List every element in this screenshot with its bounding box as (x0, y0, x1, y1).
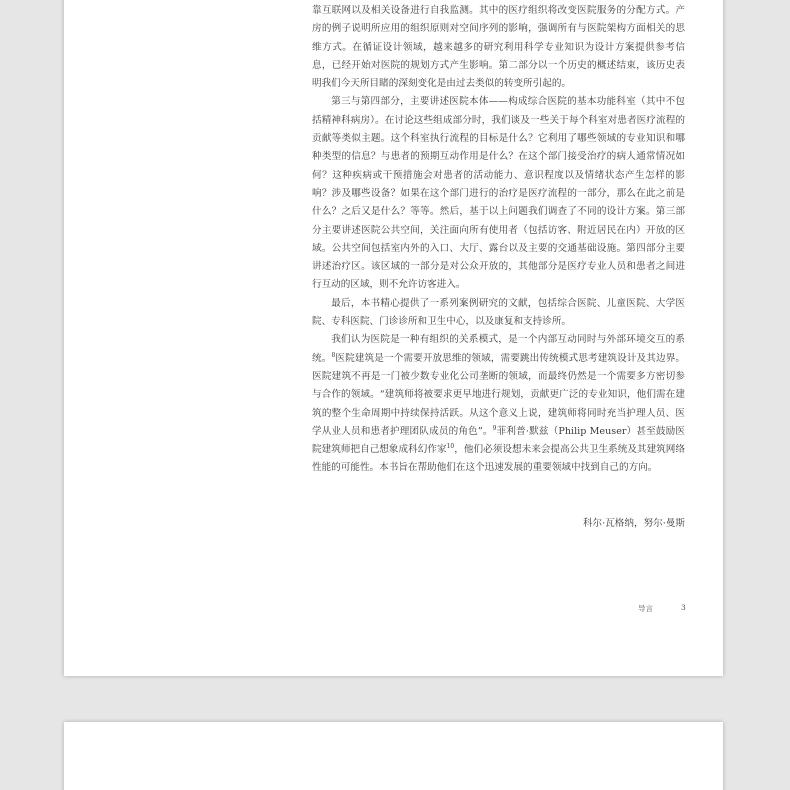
paragraph-text: 我们认为医院是一种有组织的关系模式，是一个内部互动同时与外部环境交互的系统。 (312, 334, 685, 364)
paragraph (312, 331, 685, 477)
body-text (312, 2, 685, 478)
document-page (64, 0, 723, 676)
footnote-marker: 10 (446, 442, 455, 450)
footnote-marker: 8 (331, 351, 336, 359)
paragraph-text: 医院建筑是一个需要开放思维的领域，需要跳出传统模式思考建筑设计及其边界。医院建筑不再是一门被少数专业化公司垄断的领域，而最终仍然是一个需要多方密切参与合作的领域。“建筑师将被要求更早地进行规划，贡献更广泛的专业知识，他们需在建筑的整个生命周期中持续保持活跃。从这个意义上说，建筑师将同时充当护理人员、医学从业人员和患者护理团队成员的角色”。 (312, 352, 686, 437)
paragraph: 最后，本书精心提供了一系列案例研究的文献，包括综合医院、儿童医院、大学医院、专科医院、门诊诊所和卫生中心，以及康复和支持诊所。 (312, 297, 685, 328)
paragraph-text: 菲利普·默兹（Philip Meuser）甚至鼓励医院建筑师把自己想象成科幻作家 (312, 425, 685, 456)
footnote-marker: 9 (492, 424, 497, 432)
paragraph-text: ，他们必须设想未来会提高公共卫生系统及其建筑网络性能的可能性。本书旨在帮助他们在这个迅速发展的重要领域中找到自己的方向。 (312, 444, 686, 474)
next-document-page (64, 722, 723, 790)
paragraph: 靠互联网以及相关设备进行自我监测。其中的医疗组织将改变医院服务的分配方式。产房的例子说明所应用的组织原则对空间序列的影响，强调所有与医院架构方面相关的思维方式。在循证设计领域，越来越多的研究利用科学专业知识为设计方案提供参考信息，已经开始对医院的规划方式产生影响。第二部分以一个历史的概述结束，该历史表明我们今天所目睹的深刻变化是由过去类似的转变所引起的。 (312, 5, 685, 90)
author-signature: 科尔·瓦格纳，努尔·曼斯 (582, 518, 685, 529)
footer-page-number: 3 (681, 603, 686, 612)
paragraph: 第三与第四部分，主要讲述医院本体——构成综合医院的基本功能科室（其中不包括精神科病房）。在讨论这些组成部分时，我们谈及一些关于每个科室对患者医疗流程的贡献等类似主题。这个科室执行流程的目标是什么？它利用了哪些领域的专业知识和哪种类型的信息？与患者的预期互动作用是什么？在这个部门接受治疗的病人通常情况如何？这种疾病或干预措施会对患者的活动能力、意识程度以及情绪状态产生怎样的影响？涉及哪些设备？如果在这个部门进行的治疗是医疗流程的一部分，那么在此之前是什么？之后又是什么？等等。然后，基于以上问题我们调查了不同的设计方案。第三部分主要讲述医院公共空间，关注面向所有使用者（包括访客、附近居民在内）开放的区域。公共空间包括室内外的入口、大厅、露台以及主要的交通基础设施。第四部分主要讲述治疗区。该区域的一部分是对公众开放的，其他部分是医疗专业人员和患者之间进行互动的区域，则不允许访客进入。 (312, 96, 685, 291)
footer-section-title: 导言 (638, 604, 653, 613)
